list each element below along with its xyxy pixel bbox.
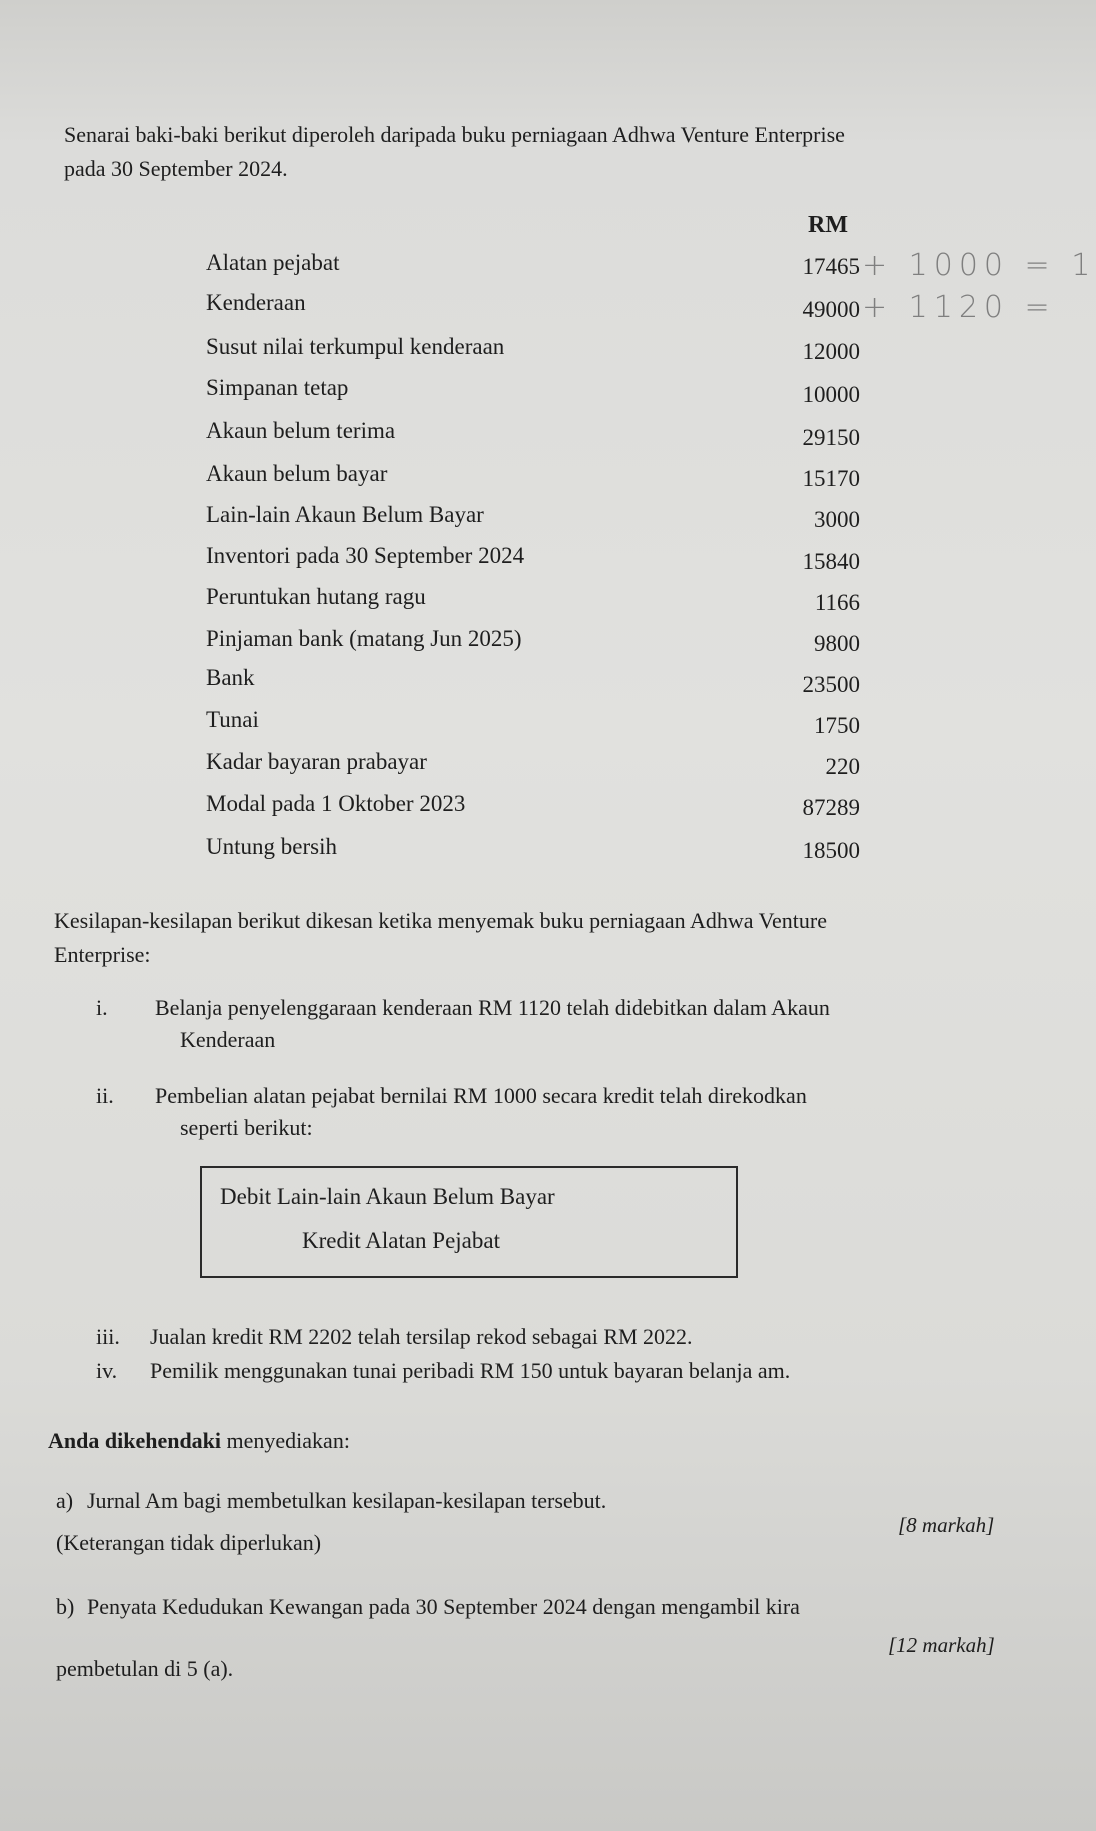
task-label: a) [56, 1488, 74, 1513]
instructions-heading [48, 1428, 350, 1454]
handwritten-note: + 1120 = [862, 290, 1056, 325]
error-text: Jualan kredit RM 2202 telah tersilap rekod sebagai RM 2022. [150, 1324, 693, 1349]
errors-intro-line-2: Enterprise: [54, 942, 151, 967]
error-number: i. [96, 995, 108, 1020]
marks-label: [12 markah] [888, 1633, 995, 1657]
balance-amount: 10000 [802, 382, 860, 407]
balance-amount: 220 [825, 754, 860, 779]
balance-amount: 87289 [802, 795, 860, 820]
balance-label: Lain-lain Akaun Belum Bayar [206, 502, 484, 527]
balance-amount: 3000 [814, 507, 860, 532]
task-label: b) [56, 1594, 75, 1619]
error-text: Belanja penyelenggaraan kenderaan RM 1120 telah didebitkan dalam Akaun [155, 995, 830, 1020]
balance-label: Pinjaman bank (matang Jun 2025) [206, 626, 522, 651]
balance-amount: 15170 [802, 466, 860, 491]
journal-kredit-line: Kredit Alatan Pejabat [302, 1228, 500, 1253]
balance-amount: 23500 [802, 672, 860, 697]
balance-amount: 1750 [814, 713, 860, 738]
balance-label: Alatan pejabat [206, 250, 340, 275]
balance-label: Simpanan tetap [206, 375, 349, 400]
error-number: iii. [96, 1324, 120, 1349]
balance-label: Tunai [206, 707, 259, 732]
balance-amount: 9800 [814, 631, 860, 656]
balance-label: Akaun belum bayar [206, 461, 388, 486]
errors-intro [54, 904, 827, 972]
balance-label: Kadar bayaran prabayar [206, 749, 427, 774]
balance-label: Untung bersih [206, 834, 337, 859]
balance-amount: 29150 [802, 425, 860, 450]
errors-intro-line-1: Kesilapan-kesilapan berikut dikesan ketika menyemak buku perniagaan Adhwa Venture [54, 908, 828, 933]
handwritten-note: + 1000 = 1 [862, 248, 1096, 283]
error-text: Kenderaan [180, 1027, 276, 1052]
error-text: seperti berikut: [180, 1115, 313, 1140]
instructions-heading-rest: menyediakan: [221, 1428, 350, 1453]
task-text: Penyata Kedudukan Kewangan pada 30 September 2024 dengan mengambil kira [87, 1594, 800, 1619]
task-text: pembetulan di 5 (a). [56, 1656, 234, 1681]
task-text: (Keterangan tidak diperlukan) [56, 1530, 322, 1555]
balance-amount: 12000 [802, 339, 860, 364]
journal-debit-line: Debit Lain-lain Akaun Belum Bayar [220, 1184, 555, 1209]
error-text: Pemilik menggunakan tunai peribadi RM 150 untuk bayaran belanja am. [150, 1358, 791, 1383]
balance-amount: 15840 [802, 549, 860, 574]
rm-column-header: RM [808, 212, 848, 238]
balance-amount: 17465 [802, 254, 860, 279]
instructions-heading-bold: Anda dikehendaki [48, 1428, 222, 1453]
balance-label: Peruntukan hutang ragu [206, 584, 426, 609]
balance-amount: 49000 [802, 297, 860, 322]
intro-line-1: Senarai baki-baki berikut diperoleh daripada buku perniagaan Adhwa Venture Enterprise [64, 122, 845, 147]
balance-label: Inventori pada 30 September 2024 [206, 543, 525, 568]
journal-entry-box [200, 1166, 738, 1278]
balance-label: Bank [206, 665, 255, 690]
balance-label: Kenderaan [206, 290, 306, 315]
error-number: ii. [96, 1083, 114, 1108]
error-text: Pembelian alatan pejabat bernilai RM 1000 secara kredit telah direkodkan [155, 1083, 807, 1108]
intro-line-2: pada 30 September 2024. [64, 156, 288, 181]
error-number: iv. [96, 1358, 118, 1383]
balance-label: Susut nilai terkumpul kenderaan [206, 334, 505, 359]
task-text: Jurnal Am bagi membetulkan kesilapan-kesilapan tersebut. [87, 1488, 607, 1513]
balance-label: Modal pada 1 Oktober 2023 [206, 791, 466, 816]
balance-amount: 18500 [802, 838, 860, 863]
intro-text [64, 118, 845, 186]
marks-label: [8 markah] [898, 1513, 995, 1537]
balance-label: Akaun belum terima [206, 418, 396, 443]
balance-amount: 1166 [814, 590, 860, 615]
